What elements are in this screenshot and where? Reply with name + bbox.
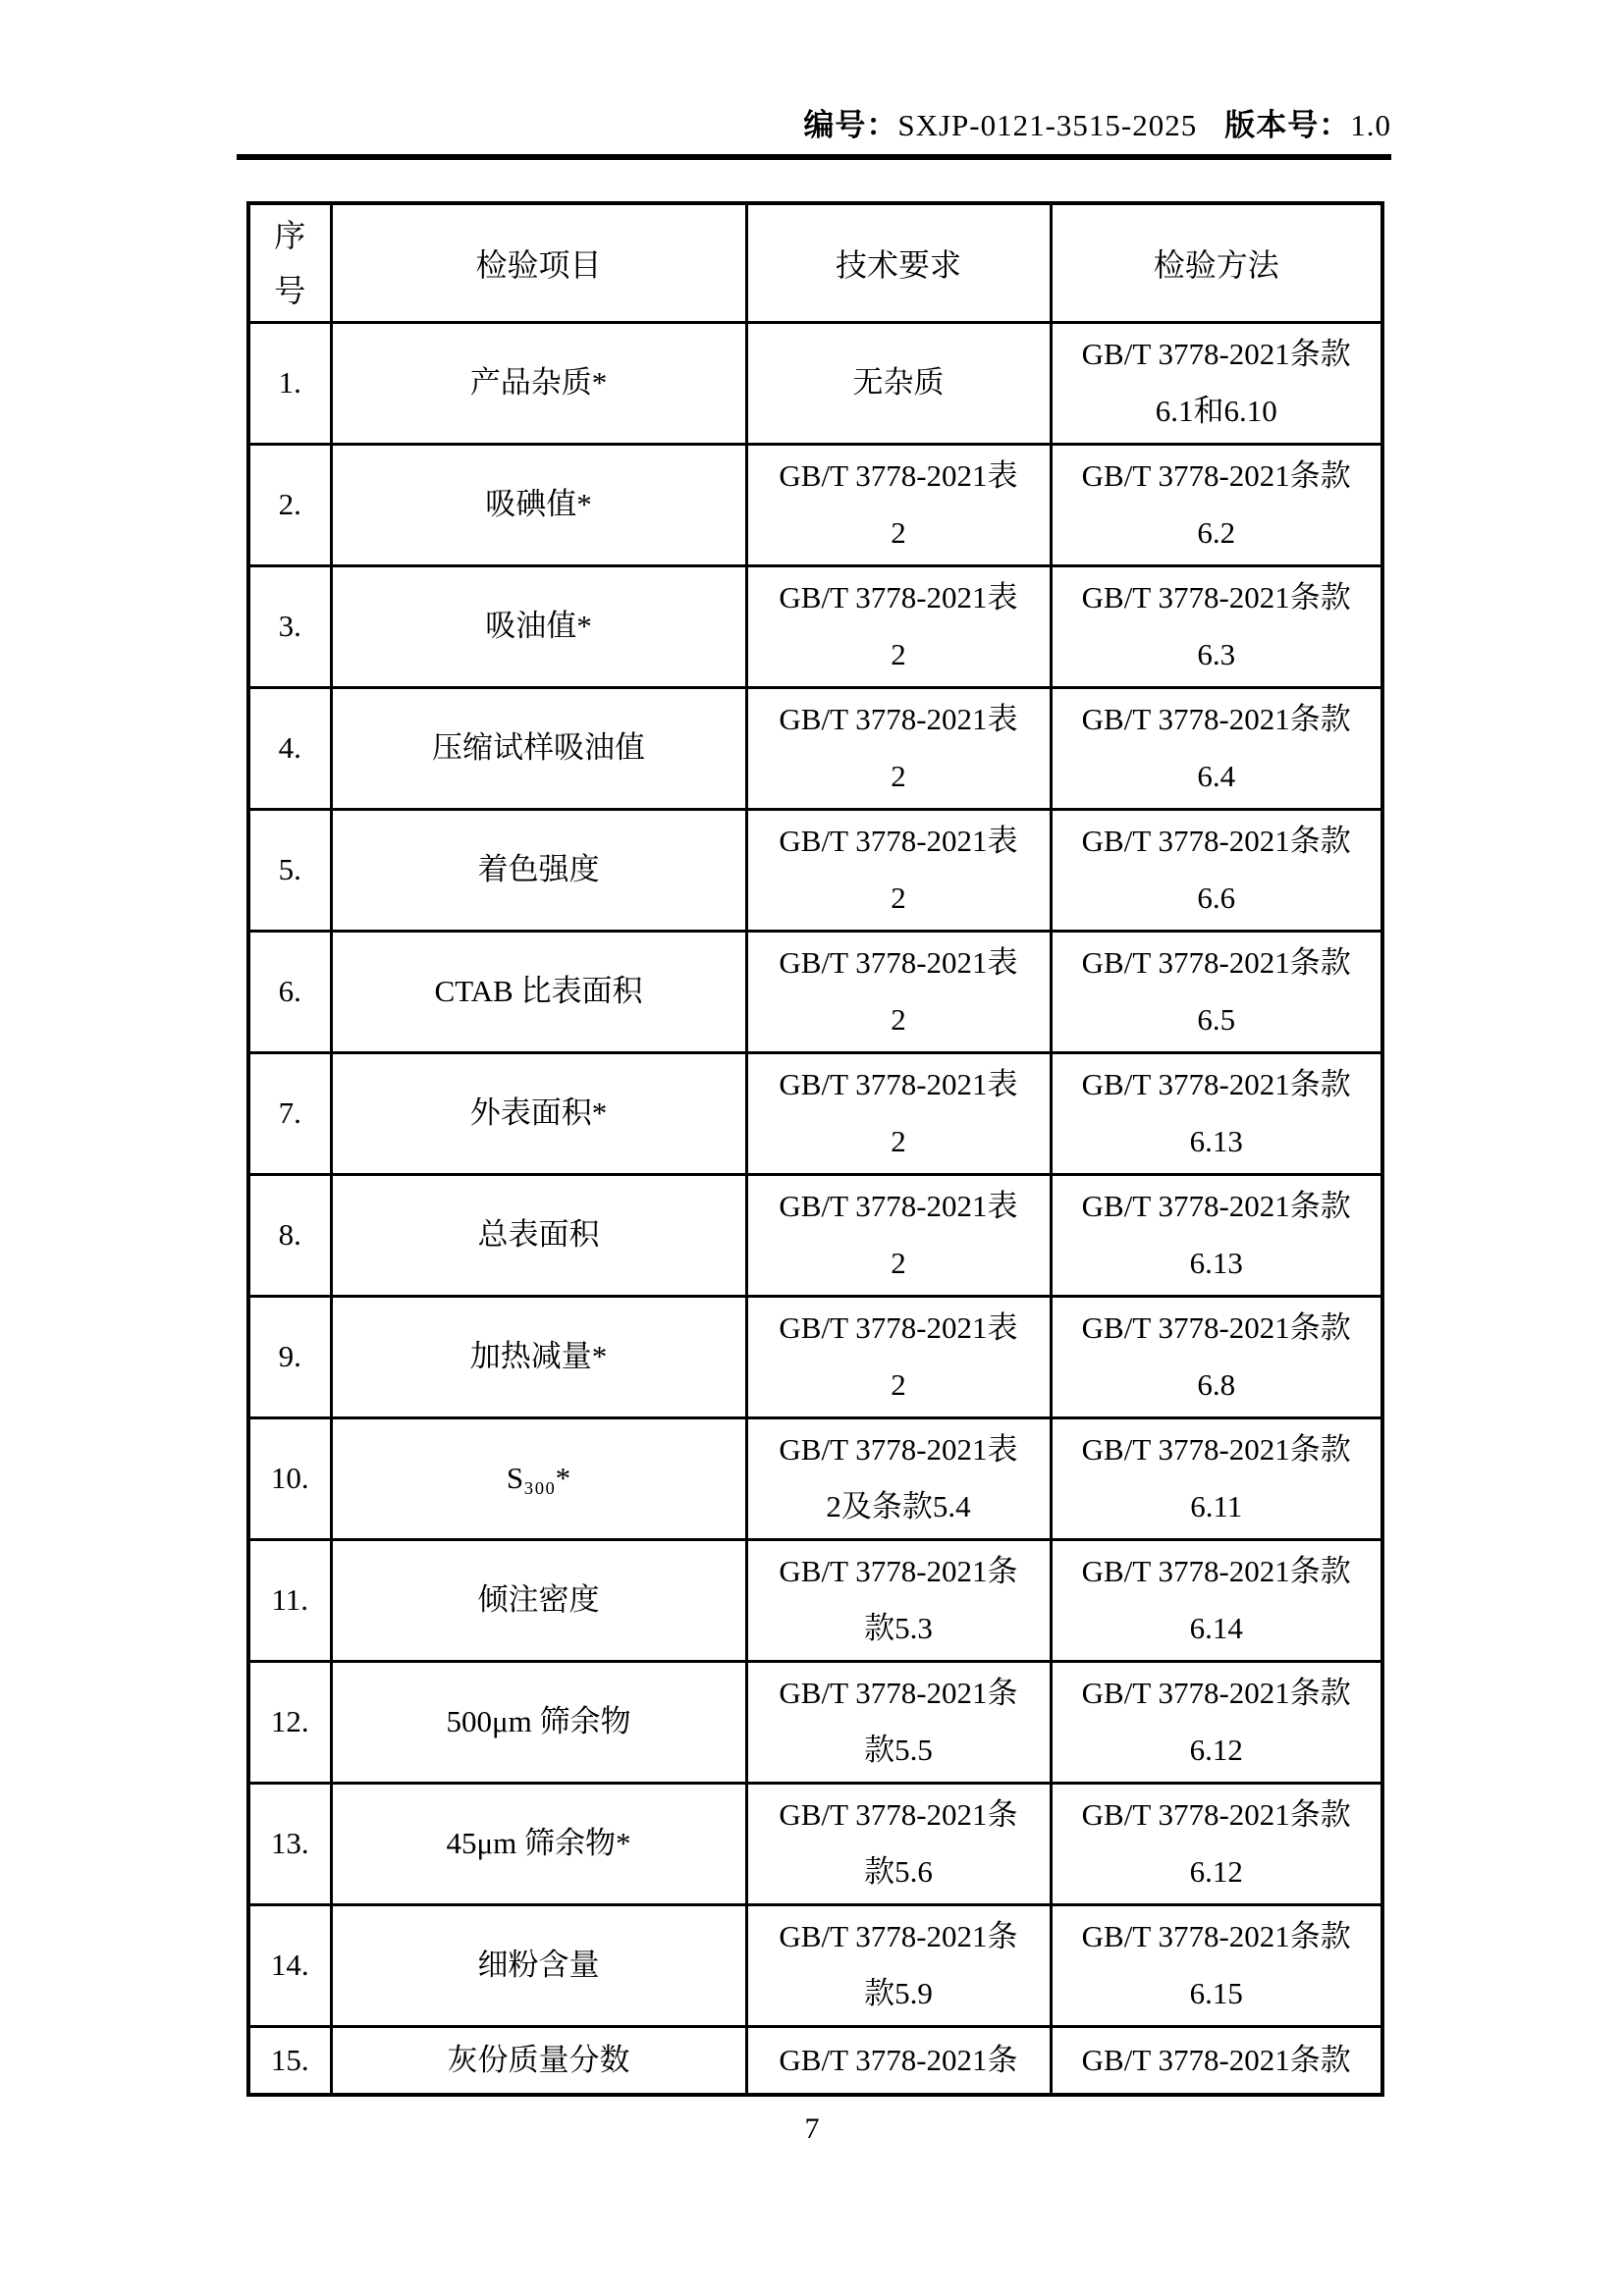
inspection-item-cell <box>331 1904 746 2026</box>
method-cell <box>1051 1174 1382 1296</box>
method-line-1: GB/T 3778-2021条款 <box>1081 457 1351 493</box>
method-line-2: 6.12 <box>1189 1854 1243 1889</box>
requirement-line-1: GB/T 3778-2021条 <box>779 2042 1018 2077</box>
requirement-cell <box>746 565 1051 687</box>
requirement-line-1: GB/T 3778-2021条 <box>779 1918 1018 1953</box>
table-row <box>248 931 1382 1052</box>
method-line-2: 6.1和6.10 <box>1155 394 1277 428</box>
requirement-cell <box>746 809 1051 931</box>
row-number: 13. <box>270 1825 309 1860</box>
requirement-line-2: 2 <box>891 637 906 671</box>
row-number: 1. <box>278 364 301 400</box>
header-rule <box>237 154 1391 160</box>
row-number-cell <box>248 1904 331 2026</box>
method-cell <box>1051 1783 1382 1904</box>
inspection-item: 产品杂质* <box>469 364 608 400</box>
method-line-1: GB/T 3778-2021条款 <box>1081 1553 1351 1588</box>
table-row <box>248 1904 1382 2026</box>
table-row <box>248 809 1382 931</box>
method-line-2: 6.6 <box>1197 881 1236 915</box>
row-number: 5. <box>278 851 301 886</box>
table-row <box>248 1296 1382 1417</box>
table-row <box>248 687 1382 809</box>
row-number-cell <box>248 2026 331 2095</box>
method-line-1: GB/T 3778-2021条款 <box>1081 1066 1351 1101</box>
row-number-cell <box>248 444 331 565</box>
method-line-2: 6.13 <box>1189 1246 1243 1280</box>
method-line-2: 6.2 <box>1197 515 1236 550</box>
requirement-cell <box>746 1296 1051 1417</box>
requirement-line-1: GB/T 3778-2021表 <box>779 1431 1018 1467</box>
table-row <box>248 1661 1382 1783</box>
requirement-cell <box>746 1661 1051 1783</box>
inspection-item-cell <box>331 322 746 444</box>
inspection-item-cell <box>331 931 746 1052</box>
method-cell <box>1051 809 1382 931</box>
requirement-line-2: 2 <box>891 515 906 550</box>
method-cell <box>1051 1539 1382 1661</box>
row-number-cell <box>248 809 331 931</box>
inspection-item-cell <box>331 1052 746 1174</box>
method-line-1: GB/T 3778-2021条款 <box>1081 1309 1351 1345</box>
method-line-2: 6.12 <box>1189 1733 1243 1767</box>
row-number: 10. <box>270 1460 309 1495</box>
requirement-line-2: 2 <box>891 759 906 793</box>
requirement-line-2: 2 <box>891 881 906 915</box>
row-number: 14. <box>270 1947 309 1982</box>
row-number-cell <box>248 1417 331 1539</box>
inspection-item: 倾注密度 <box>477 1581 600 1617</box>
requirement-line-1: GB/T 3778-2021表 <box>779 457 1018 493</box>
requirement-line-2: 2及条款5.4 <box>826 1489 971 1523</box>
inspection-item-cell <box>331 1661 746 1783</box>
table-row <box>248 322 1382 444</box>
inspection-item-cell <box>331 444 746 565</box>
inspection-item-cell <box>331 809 746 931</box>
document-header <box>803 100 1391 144</box>
inspection-item-cell <box>331 1783 746 1904</box>
requirement-line-2: 2 <box>891 1367 906 1402</box>
row-number: 6. <box>278 973 301 1008</box>
method-cell <box>1051 2026 1382 2095</box>
table-row <box>248 444 1382 565</box>
method-line-1: GB/T 3778-2021条款 <box>1081 944 1351 980</box>
row-number: 7. <box>278 1095 301 1130</box>
requirement-line-1: GB/T 3778-2021表 <box>779 1188 1018 1223</box>
table-row <box>248 1417 1382 1539</box>
requirement-line-1: GB/T 3778-2021表 <box>779 701 1018 736</box>
col-header-item: 检验项目 <box>331 203 746 322</box>
requirement-line-2: 2 <box>891 1002 906 1037</box>
row-number-cell <box>248 1661 331 1783</box>
row-number-cell <box>248 1783 331 1904</box>
requirement-line-1: 无杂质 <box>852 364 945 400</box>
requirement-cell <box>746 1904 1051 2026</box>
inspection-table <box>246 201 1384 2097</box>
row-number-cell <box>248 1174 331 1296</box>
row-number: 15. <box>270 2042 309 2077</box>
row-number-cell <box>248 1539 331 1661</box>
row-number: 9. <box>278 1338 301 1373</box>
requirement-line-2: 款5.5 <box>864 1733 933 1767</box>
method-line-2: 6.5 <box>1197 1002 1236 1037</box>
table-row <box>248 565 1382 687</box>
method-line-2: 6.11 <box>1190 1489 1243 1523</box>
requirement-line-1: GB/T 3778-2021表 <box>779 823 1018 858</box>
inspection-item: 外表面积* <box>469 1095 608 1130</box>
method-line-2: 6.13 <box>1189 1124 1243 1158</box>
inspection-item: 压缩试样吸油值 <box>432 729 645 765</box>
row-number-cell <box>248 565 331 687</box>
doc-number-value: SXJP-0121-3515-2025 <box>897 108 1198 142</box>
row-number-cell <box>248 1296 331 1417</box>
row-number-cell <box>248 931 331 1052</box>
table-row <box>248 1052 1382 1174</box>
requirement-cell <box>746 931 1051 1052</box>
method-cell <box>1051 565 1382 687</box>
inspection-item: 灰份质量分数 <box>447 2042 630 2077</box>
inspection-item-cell <box>331 687 746 809</box>
table-header-row <box>248 203 1382 322</box>
method-line-2: 6.4 <box>1197 759 1236 793</box>
method-line-2: 6.15 <box>1189 1976 1243 2010</box>
method-line-1: GB/T 3778-2021条款 <box>1081 1796 1351 1832</box>
inspection-item-cell <box>331 1417 746 1539</box>
inspection-item: 加热减量* <box>469 1338 608 1373</box>
col-header-method: 检验方法 <box>1051 203 1382 322</box>
requirement-line-2: 款5.3 <box>864 1611 933 1645</box>
inspection-item: 总表面积 <box>477 1216 600 1252</box>
inspection-item-cell <box>331 1174 746 1296</box>
requirement-line-1: GB/T 3778-2021表 <box>779 944 1018 980</box>
method-cell <box>1051 687 1382 809</box>
inspection-item: 吸油值* <box>485 608 592 643</box>
row-number: 8. <box>278 1216 301 1252</box>
requirement-cell <box>746 1052 1051 1174</box>
method-cell <box>1051 931 1382 1052</box>
method-line-2: 6.3 <box>1197 637 1236 671</box>
method-line-1: GB/T 3778-2021条款 <box>1081 1918 1351 1953</box>
requirement-cell <box>746 444 1051 565</box>
requirement-line-1: GB/T 3778-2021表 <box>779 1066 1018 1101</box>
requirement-line-1: GB/T 3778-2021表 <box>779 579 1018 614</box>
method-line-2: 6.14 <box>1189 1611 1243 1645</box>
requirement-line-1: GB/T 3778-2021条 <box>779 1553 1018 1588</box>
requirement-line-2: 2 <box>891 1246 906 1280</box>
version-label: 版本号： <box>1224 108 1351 142</box>
method-cell <box>1051 1052 1382 1174</box>
requirement-line-1: GB/T 3778-2021条 <box>779 1796 1018 1832</box>
requirement-cell <box>746 1783 1051 1904</box>
requirement-line-2: 2 <box>891 1124 906 1158</box>
inspection-item: 500μm 筛余物 <box>446 1703 631 1738</box>
requirement-cell <box>746 1174 1051 1296</box>
table-row <box>248 1174 1382 1296</box>
row-number: 3. <box>278 608 301 643</box>
requirement-line-2: 款5.9 <box>864 1976 933 2010</box>
method-line-1: GB/T 3778-2021条款 <box>1081 823 1351 858</box>
requirement-cell <box>746 322 1051 444</box>
method-line-1: GB/T 3778-2021条款 <box>1081 1188 1351 1223</box>
inspection-item: CTAB 比表面积 <box>434 973 643 1008</box>
row-number: 2. <box>278 486 301 521</box>
method-cell <box>1051 1661 1382 1783</box>
requirement-cell <box>746 1539 1051 1661</box>
method-line-1: GB/T 3778-2021条款 <box>1081 1675 1351 1710</box>
row-number: 11. <box>271 1581 309 1617</box>
row-number-cell <box>248 687 331 809</box>
requirement-line-1: GB/T 3778-2021表 <box>779 1309 1018 1345</box>
requirement-cell <box>746 1417 1051 1539</box>
requirement-cell <box>746 687 1051 809</box>
version-value: 1.0 <box>1350 108 1391 142</box>
inspection-item: S₃₀₀* <box>506 1460 571 1495</box>
row-number-cell <box>248 322 331 444</box>
requirement-line-2: 款5.6 <box>864 1854 933 1889</box>
requirement-line-1: GB/T 3778-2021条 <box>779 1675 1018 1710</box>
row-number: 4. <box>278 729 301 765</box>
inspection-item: 着色强度 <box>477 851 600 886</box>
method-cell <box>1051 1296 1382 1417</box>
col-header-no <box>248 203 331 322</box>
inspection-item-cell <box>331 2026 746 2095</box>
method-line-2: 6.8 <box>1197 1367 1236 1402</box>
table-row <box>248 1539 1382 1661</box>
method-cell <box>1051 1417 1382 1539</box>
method-cell <box>1051 1904 1382 2026</box>
col-header-req: 技术要求 <box>746 203 1051 322</box>
inspection-item: 45μm 筛余物* <box>446 1825 631 1860</box>
table-row <box>248 1783 1382 1904</box>
row-number: 12. <box>270 1703 309 1738</box>
method-line-1: GB/T 3778-2021条款 <box>1081 2042 1351 2077</box>
table-row <box>248 2026 1382 2095</box>
doc-number-label: 编号： <box>803 108 898 142</box>
requirement-cell <box>746 2026 1051 2095</box>
col-header-no-label: 序号 <box>274 217 306 308</box>
method-line-1: GB/T 3778-2021条款 <box>1081 579 1351 614</box>
page-number: 7 <box>804 2112 820 2145</box>
method-cell <box>1051 322 1382 444</box>
inspection-item-cell <box>331 1539 746 1661</box>
inspection-item-cell <box>331 1296 746 1417</box>
inspection-item-cell <box>331 565 746 687</box>
inspection-item: 细粉含量 <box>477 1947 600 1982</box>
method-line-1: GB/T 3778-2021条款 <box>1081 1431 1351 1467</box>
row-number-cell <box>248 1052 331 1174</box>
method-line-1: GB/T 3778-2021条款 <box>1081 701 1351 736</box>
method-line-1: GB/T 3778-2021条款 <box>1081 336 1351 371</box>
inspection-item: 吸碘值* <box>485 486 592 521</box>
method-cell <box>1051 444 1382 565</box>
